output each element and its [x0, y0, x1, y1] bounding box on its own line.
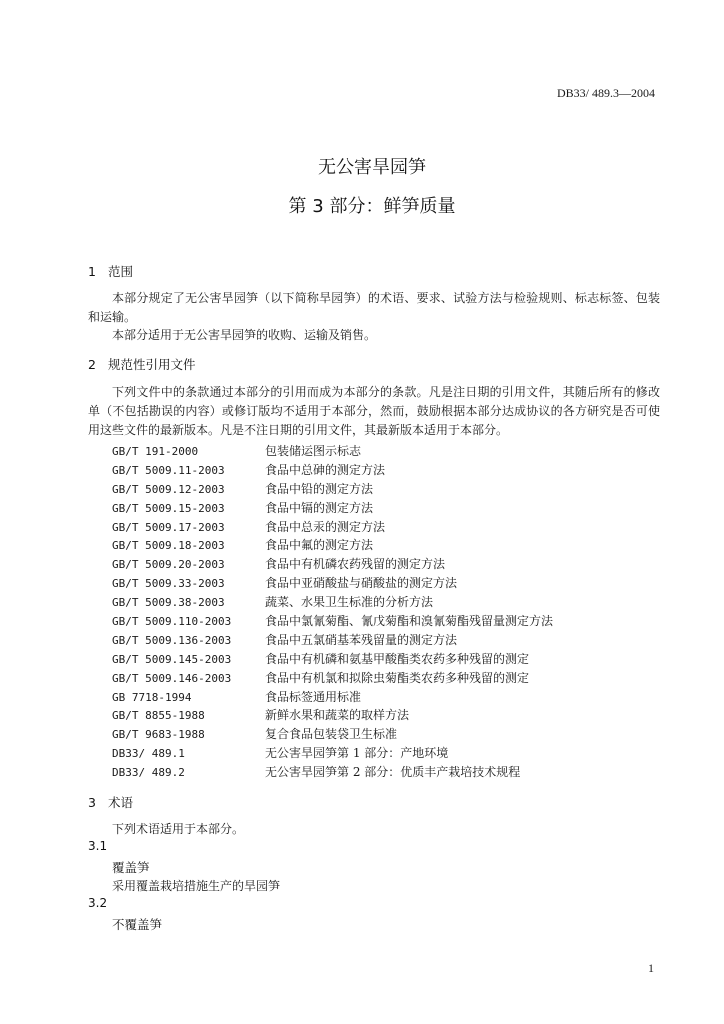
reference-code: GB/T 5009.15-2003 — [112, 501, 225, 515]
reference-title: 食品中镉的测定方法 — [265, 500, 374, 515]
reference-title: 复合食品包装袋卫生标准 — [265, 727, 398, 742]
section-title: 范围 — [108, 264, 134, 279]
reference-item — [112, 518, 632, 537]
section-title: 规范性引用文件 — [108, 357, 196, 372]
reference-item — [112, 725, 632, 744]
reference-code: GB/T 5009.17-2003 — [112, 520, 225, 534]
reference-item — [112, 688, 632, 707]
terms-intro: 下列术语适用于本部分。 — [112, 822, 245, 836]
document-title: 无公害旱园笋 — [318, 157, 426, 178]
document-code: DB33/ 489.3—2004 — [556, 86, 655, 100]
normative-references-paragraph: 下列文件中的条款通过本部分的引用而成为本部分的条款。凡是注日期的引用文件，其随后所有的修改单（不包括勘误的内容）或修订版均不适用于本部分，然而，鼓励根据本部分达成协议的各方研究是否可使用这些文件的最新版本。凡是不注日期的引用文件，其最新版本适用于本部分。 — [88, 385, 660, 437]
section-number: 1 — [88, 264, 96, 279]
reference-title: 新鲜水果和蔬菜的取样方法 — [265, 708, 410, 723]
reference-item — [112, 631, 632, 650]
reference-item — [112, 612, 632, 631]
reference-item — [112, 763, 632, 782]
reference-code: GB/T 9683-1988 — [112, 728, 205, 742]
reference-title: 食品中总砷的测定方法 — [265, 462, 386, 477]
reference-title: 无公害旱园笋第 1 部分：产地环境 — [265, 746, 449, 761]
section-1-heading — [88, 262, 133, 280]
reference-title: 包装储运图示标志 — [265, 444, 362, 458]
reference-title: 无公害旱园笋第 2 部分：优质丰产栽培技术规程 — [265, 765, 521, 780]
reference-title: 食品中总汞的测定方法 — [265, 519, 386, 534]
reference-code: GB/T 8855-1988 — [112, 709, 205, 723]
scope-paragraph-2: 本部分适用于无公害旱园笋的收购、运输及销售。 — [112, 328, 377, 342]
reference-code: GB/T 5009.18-2003 — [112, 539, 225, 553]
reference-code: GB/T 5009.110-2003 — [112, 615, 232, 629]
page-number: 1 — [648, 961, 654, 975]
reference-code: GB/T 5009.38-2003 — [112, 596, 225, 610]
reference-item — [112, 744, 632, 763]
reference-title: 食品中氟的测定方法 — [265, 538, 374, 553]
reference-item — [112, 706, 632, 725]
reference-title: 食品中有机磷和氨基甲酸酯类农药多种残留的测定 — [265, 651, 530, 666]
reference-code: GB/T 191-2000 — [112, 445, 199, 458]
reference-title: 食品中亚硝酸盐与硝酸盐的测定方法 — [265, 576, 458, 591]
section-title: 术语 — [108, 795, 134, 810]
reference-item — [112, 461, 632, 480]
reference-list — [112, 442, 632, 782]
reference-item — [112, 593, 632, 612]
reference-code: DB33/ 489.1 — [112, 747, 185, 761]
document-subtitle: 第 3 部分：鲜笋质量 — [288, 196, 456, 217]
reference-item — [112, 536, 632, 555]
reference-code: GB/T 5009.136-2003 — [112, 633, 232, 647]
reference-code: GB/T 5009.20-2003 — [112, 558, 225, 572]
reference-title: 食品标签通用标准 — [265, 689, 362, 704]
reference-title: 食品中铅的测定方法 — [265, 481, 374, 496]
section-number: 2 — [88, 357, 96, 372]
section-number: 3 — [88, 795, 96, 810]
reference-code: GB/T 5009.33-2003 — [112, 577, 225, 591]
reference-code: GB 7718-1994 — [112, 690, 192, 704]
reference-item — [112, 669, 632, 688]
term-number: 3.2 — [88, 896, 108, 910]
section-2-heading — [88, 355, 196, 373]
reference-item — [112, 574, 632, 593]
reference-code: GB/T 5009.145-2003 — [112, 652, 232, 666]
reference-item — [112, 499, 632, 518]
section-3-heading — [88, 793, 133, 811]
reference-code: GB/T 5009.12-2003 — [112, 482, 225, 496]
reference-code: DB33/ 489.2 — [112, 766, 185, 780]
term-name: 不覆盖笋 — [112, 917, 163, 932]
reference-title: 食品中有机氯和拟除虫菊酯类农药多种残留的测定 — [265, 670, 530, 685]
reference-code: GB/T 5009.11-2003 — [112, 463, 225, 477]
reference-title: 食品中五氯硝基苯残留量的测定方法 — [265, 632, 458, 647]
term-definition: 采用覆盖栽培措施生产的旱园笋 — [112, 879, 281, 893]
scope-paragraph-1: 本部分规定了无公害旱园笋（以下简称旱园笋）的术语、要求、试验方法与检验规则、标志标签、包装和运输。 — [88, 291, 660, 324]
reference-item — [112, 555, 632, 574]
reference-item — [112, 442, 632, 461]
reference-item — [112, 650, 632, 669]
reference-title: 蔬菜、水果卫生标准的分析方法 — [265, 595, 434, 610]
term-number: 3.1 — [88, 839, 108, 853]
reference-item — [112, 480, 632, 499]
reference-title: 食品中氯氰菊酯、氰戊菊酯和溴氰菊酯残留量测定方法 — [265, 614, 554, 629]
term-name: 覆盖笋 — [112, 860, 150, 875]
reference-title: 食品中有机磷农药残留的测定方法 — [265, 557, 446, 572]
reference-code: GB/T 5009.146-2003 — [112, 671, 232, 685]
